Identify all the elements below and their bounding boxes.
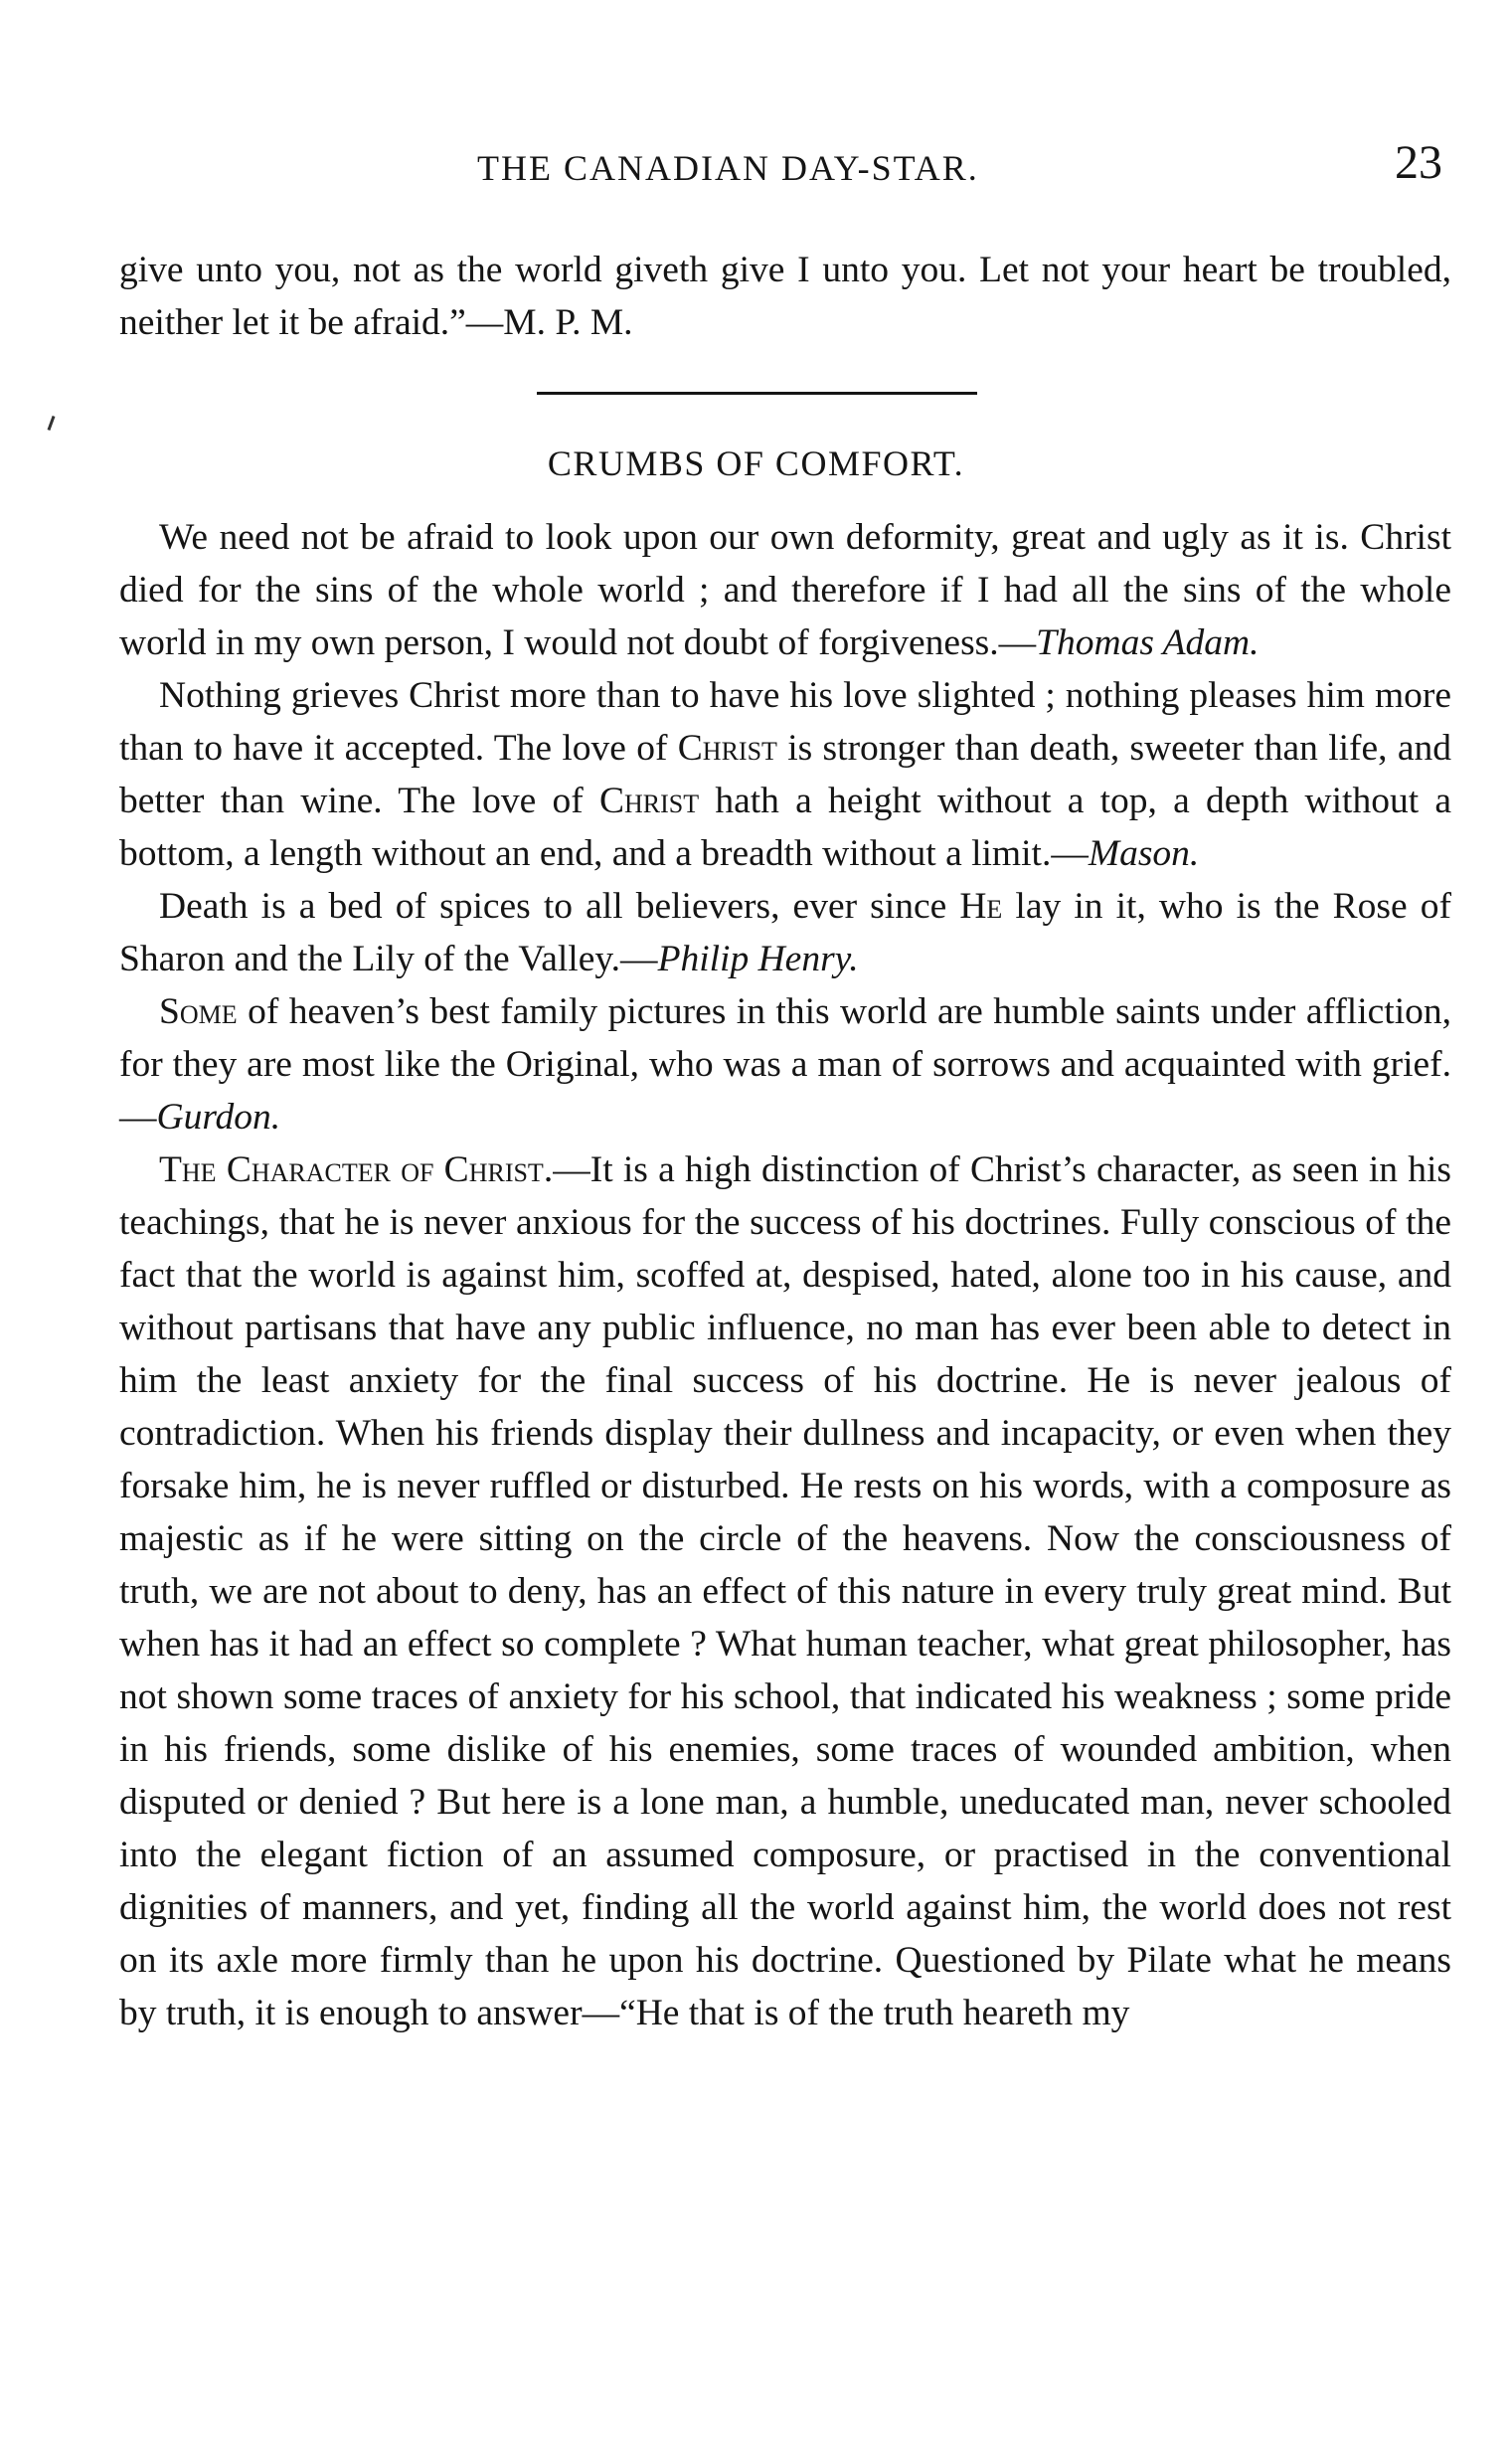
paragraph-text: Death is a bed of spices to all believers, ever since	[159, 886, 960, 927]
section-body	[119, 511, 1451, 2039]
small-caps-word: Christ	[677, 728, 777, 769]
paragraph-adam	[119, 511, 1451, 669]
paragraph-character-of-christ	[119, 1143, 1451, 2039]
ink-speck	[48, 416, 56, 431]
paragraph-text: We need not be afraid to look upon our own deformity, great and ugly as it is. Christ died for the sins of the whole world ; and therefore if I had all the sins of the whole world in my own person, I would not doubt of forgiveness.—	[119, 517, 1451, 663]
lead-words: Some	[159, 991, 238, 1032]
paragraph-text: Nothing grieves Christ more than to have his love slighted ; nothing pleases him more than to have it accepted. The love of	[119, 675, 1451, 769]
paragraph-henry	[119, 880, 1451, 985]
continuation-paragraph: give unto you, not as the world giveth give I unto you. Let not your heart be troubled, neither let it be afraid.”—M. P. M.	[119, 250, 1451, 343]
section-title: CRUMBS OF COMFORT.	[547, 443, 965, 483]
paragraph-text: hath a height without a top, a depth without a bottom, a length without an end, and a breadth without a limit.—	[119, 781, 1451, 874]
page-number: 23	[1395, 136, 1442, 189]
running-header-title: THE CANADIAN DAY-STAR.	[477, 148, 979, 188]
paragraph-text: of heaven’s best family pictures in this world are humble saints under affliction, for they are most like the Original, who was a man of sorrows and acquainted with grief.—	[119, 991, 1451, 1138]
continuation-block	[119, 244, 1451, 349]
attribution: Gurdon.	[156, 1097, 281, 1138]
paragraph-gurdon	[119, 985, 1451, 1143]
lead-words: The Character of Christ.	[159, 1149, 554, 1190]
paragraph-text: —It is a high distinction of Christ’s character, as seen in his teachings, that he is never anxious for the success of his doctrines. Fully conscious of the fact that the world is against him, scoffed at, despised, hated, alone too in his cause, and without partisans that have any public influence, no man has ever been able to detect in him the least anxiety for the final success of his doctrine. He is never jealous of contradiction. When his friends display their dullness and incapacity, or even when they forsake him, he is never ruffled or disturbed. He rests on his words, with a composure as majestic as if he were sitting on the circle of the heavens. Now the consciousness of truth, we are not about to deny, has an effect of this nature in every truly great mind. But when has it had an effect so complete ? What human teacher, what great philosopher, has not shown some traces of anxiety for his school, that indicated his weakness ; some pride in his friends, some dislike of his enemies, some traces of wounded ambition, when disputed or denied ? But here is a lone man, a humble, uneducated man, never schooled into the elegant fiction of an assumed composure, or practised in the conventional dignities of manners, and yet, finding all the world against him, the world does not rest on its axle more firmly than he upon his doctrine. Questioned by Pilate what he means by truth, it is enough to answer—“He that is of the truth heareth my	[119, 1149, 1451, 2033]
paragraph-text: is stronger than death, sweeter than life, and better than wine. The love of	[119, 728, 1452, 821]
paragraph-text: lay in it, who is the Rose of Sharon and the Lily of the Valley.—	[119, 886, 1451, 979]
small-caps-word: He	[959, 886, 1003, 927]
small-caps-word: Christ	[598, 781, 700, 821]
attribution: Thomas Adam.	[1036, 622, 1260, 663]
attribution: Philip Henry.	[657, 939, 859, 979]
section-divider	[537, 392, 977, 395]
paragraph-mason	[119, 669, 1451, 880]
attribution: Mason.	[1088, 833, 1200, 874]
